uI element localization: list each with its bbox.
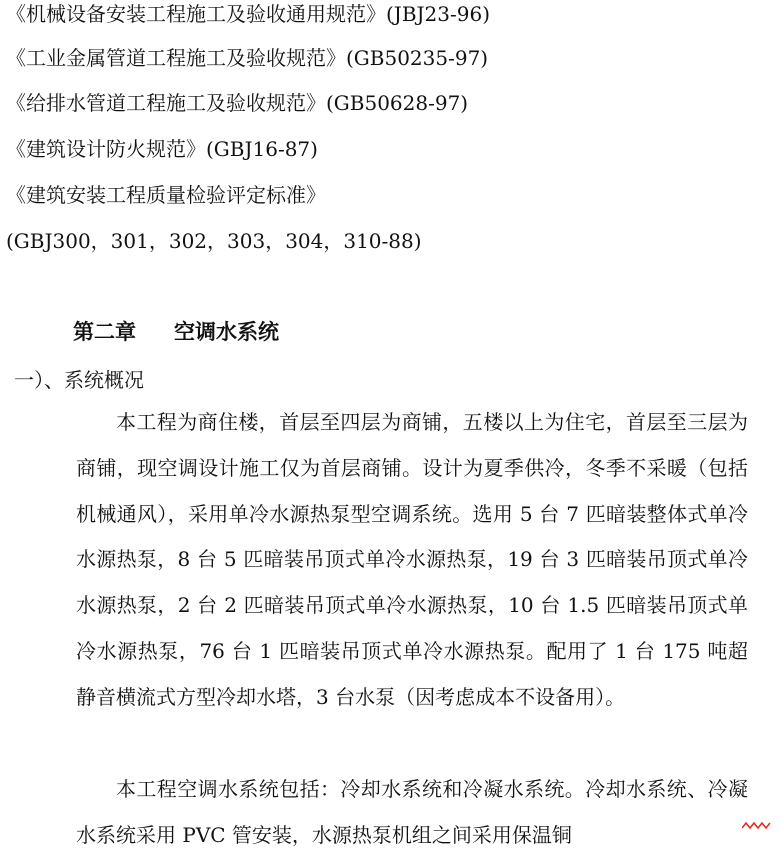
reference-item: 《建筑设计防火规范》(GBJ16-87) <box>6 137 318 161</box>
reference-item: 《机械设备安装工程施工及验收通用规范》(JBJ23-96) <box>6 2 490 26</box>
chapter-number: 第二章 <box>73 319 136 344</box>
chapter-heading <box>73 318 279 346</box>
reference-item: 《建筑安装工程质量检验评定标准》 <box>6 183 326 207</box>
body-paragraph: 本工程为商住楼，首层至四层为商铺，五楼以上为住宅，首层至三层为商铺，现空调设计施工仅为首层商铺。设计为夏季供冷，冬季不采暖（包括机械通风），采用单冷水源热泵型空调系统。选用 5 台 7 匹暗装整体式单冷水源热泵，8 台 5 匹暗装吊顶式单冷水源热泵，19 台 3 匹暗装吊顶式单冷水源热泵，2 台 2 匹暗装吊顶式单冷水源热泵，10 台 1.5 匹暗装吊顶式单冷水源热泵，76 台 1 匹暗装吊顶式单冷水源热泵。配用了 1 台 175 吨超静音横流式方型冷却水塔，3 台水泵（因考虑成本不设备用）。 <box>76 410 748 709</box>
body-paragraph: 本工程空调水系统包括：冷却水系统和冷凝水系统。冷却水系统、冷凝水系统采用 PVC 管安装，水源热泵机组之间采用保温铜 <box>76 777 748 847</box>
chapter-title: 空调水系统 <box>174 319 279 344</box>
spellcheck-underline-mark <box>742 820 772 832</box>
reference-item: 《给排水管道工程施工及验收规范》(GB50628-97) <box>6 91 469 115</box>
reference-item: (GBJ300，301，302，303，304，310-88) <box>6 229 422 253</box>
reference-item: 《工业金属管道工程施工及验收规范》(GB50235-97) <box>6 46 489 70</box>
section-heading: 一）、系统概况 <box>14 368 144 392</box>
